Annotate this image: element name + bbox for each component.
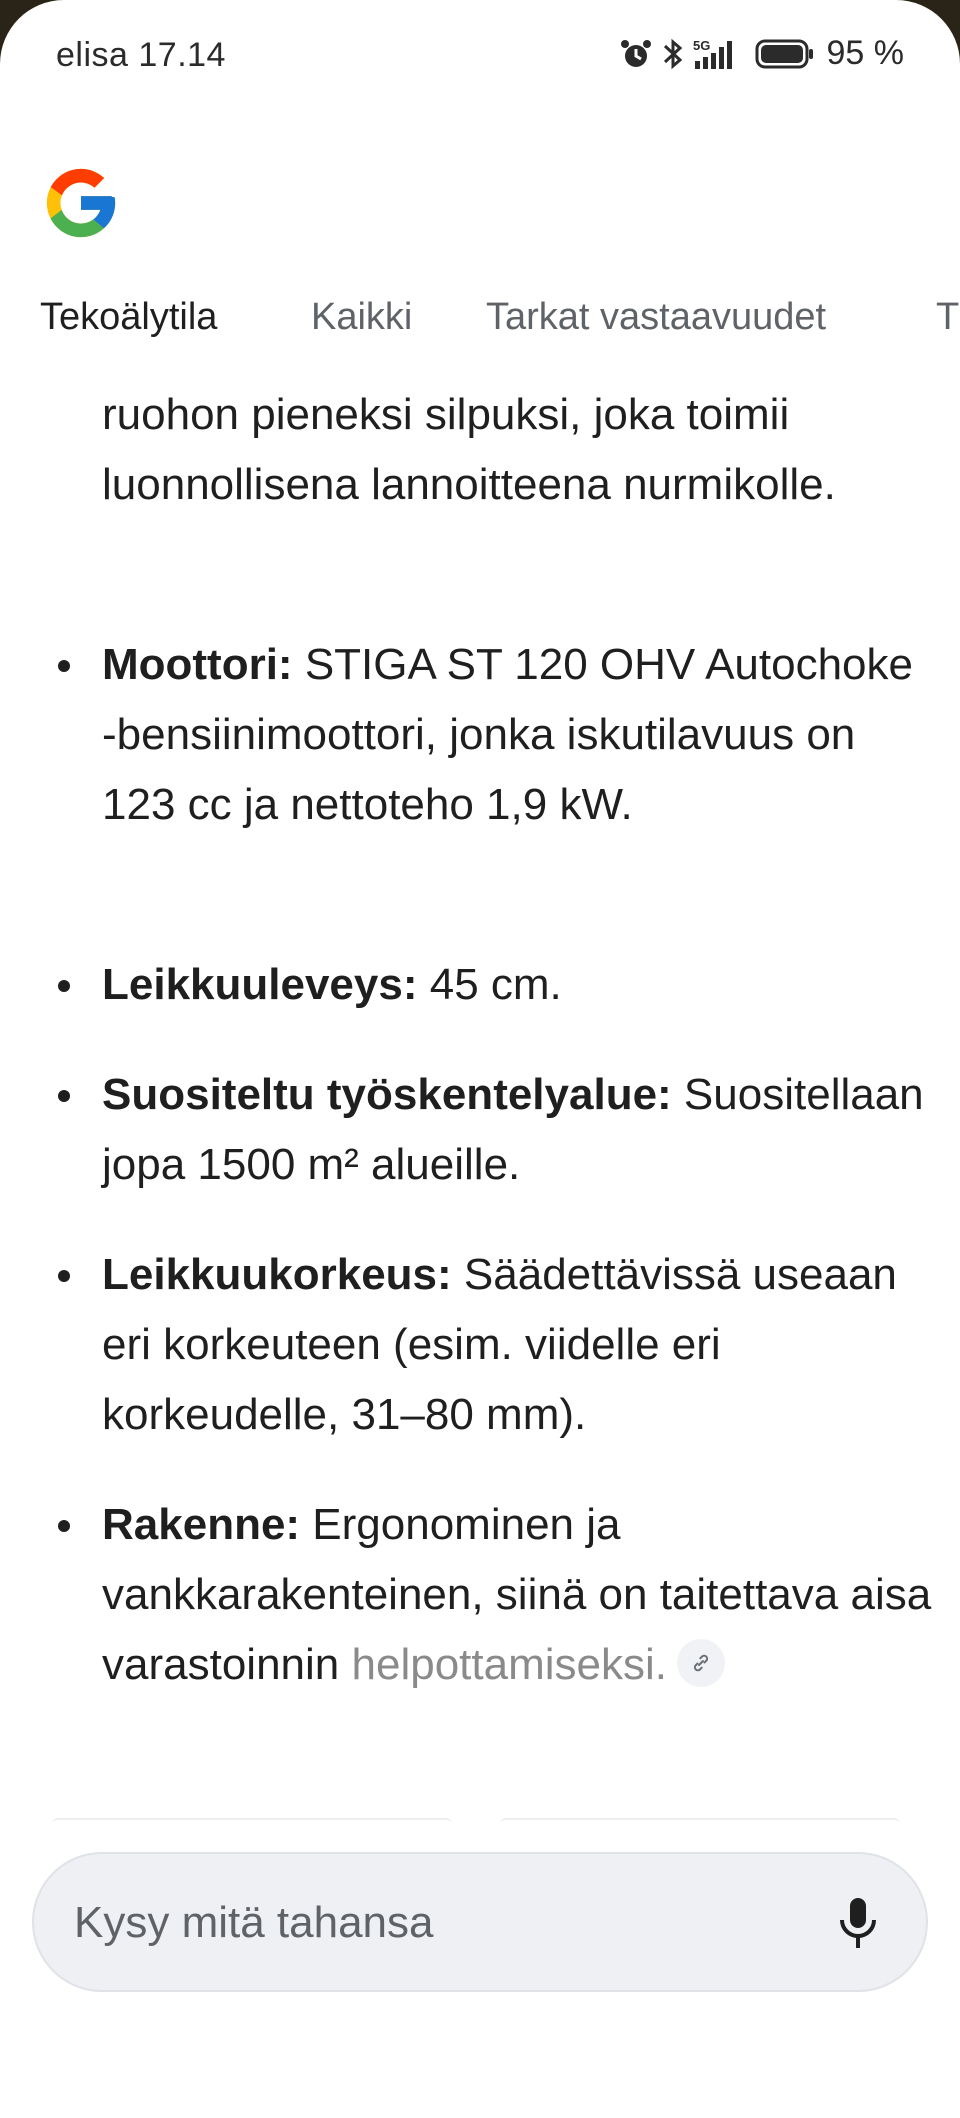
- bluetooth-icon: [661, 37, 685, 71]
- status-bar: [0, 30, 960, 80]
- status-icons: [619, 34, 905, 73]
- item-faded-text: helpottamiseksi.: [351, 1640, 667, 1689]
- tab-next-partial[interactable]: T: [936, 296, 960, 338]
- item-text: Säädettävissä useaan eri korkeuteen (esim. viidelle eri korkeudelle, 31–80 mm).: [102, 1250, 897, 1439]
- carrier-time: elisa 17.14: [56, 36, 226, 74]
- list-item: [102, 1240, 932, 1450]
- battery-percentage: 95 %: [826, 34, 904, 72]
- ask-input-placeholder: Kysy mitä tahansa: [74, 1898, 434, 1947]
- alarm-icon: [619, 37, 653, 71]
- answer-lead-text: ruohon pieneksi silpuksi, joka toimii luonnollisena lannoitteena nurmikolle.: [102, 390, 836, 509]
- tab-exact-matches[interactable]: Tarkat vastaavuudet: [486, 296, 827, 338]
- google-g-logo[interactable]: [40, 162, 122, 244]
- item-text: Ergonominen ja vankkarakenteinen, siinä on taitettava aisa varastoinnin: [102, 1500, 932, 1689]
- item-term: Rakenne:: [102, 1500, 301, 1549]
- tab-ai-mode[interactable]: Tekoälytila: [40, 296, 218, 338]
- item-text: STIGA ST 120 OHV Autochoke -bensiinimoottori, jonka iskutilavuus on 123 cc ja nettoteho 1,9 kW.: [102, 640, 913, 829]
- microphone-icon[interactable]: [838, 1896, 878, 1952]
- 5g-signal-icon: [693, 37, 747, 71]
- source-link-button[interactable]: [677, 1639, 725, 1687]
- item-term: Suositeltu työskentelyalue:: [102, 1070, 672, 1119]
- list-item: [102, 630, 932, 840]
- item-term: Leikkuuleveys:: [102, 960, 418, 1009]
- item-text: 45 cm.: [417, 960, 562, 1009]
- ask-input[interactable]: [32, 1852, 928, 1992]
- source-card-edge: [52, 1818, 452, 1824]
- search-tabs: [0, 296, 960, 352]
- link-icon: [689, 1651, 713, 1675]
- list-item: [102, 1060, 932, 1200]
- source-card-edge: [500, 1818, 900, 1824]
- item-term: Leikkuukorkeus:: [102, 1250, 452, 1299]
- list-item: [102, 1490, 932, 1700]
- tab-all[interactable]: Kaikki: [311, 296, 413, 338]
- item-term: Moottori:: [102, 640, 293, 689]
- battery-icon: [755, 37, 815, 71]
- svg-text:5G: 5G: [692, 37, 710, 53]
- list-item: [102, 950, 932, 1020]
- item-text: Suositellaan jopa 1500 m² alueille.: [102, 1070, 924, 1189]
